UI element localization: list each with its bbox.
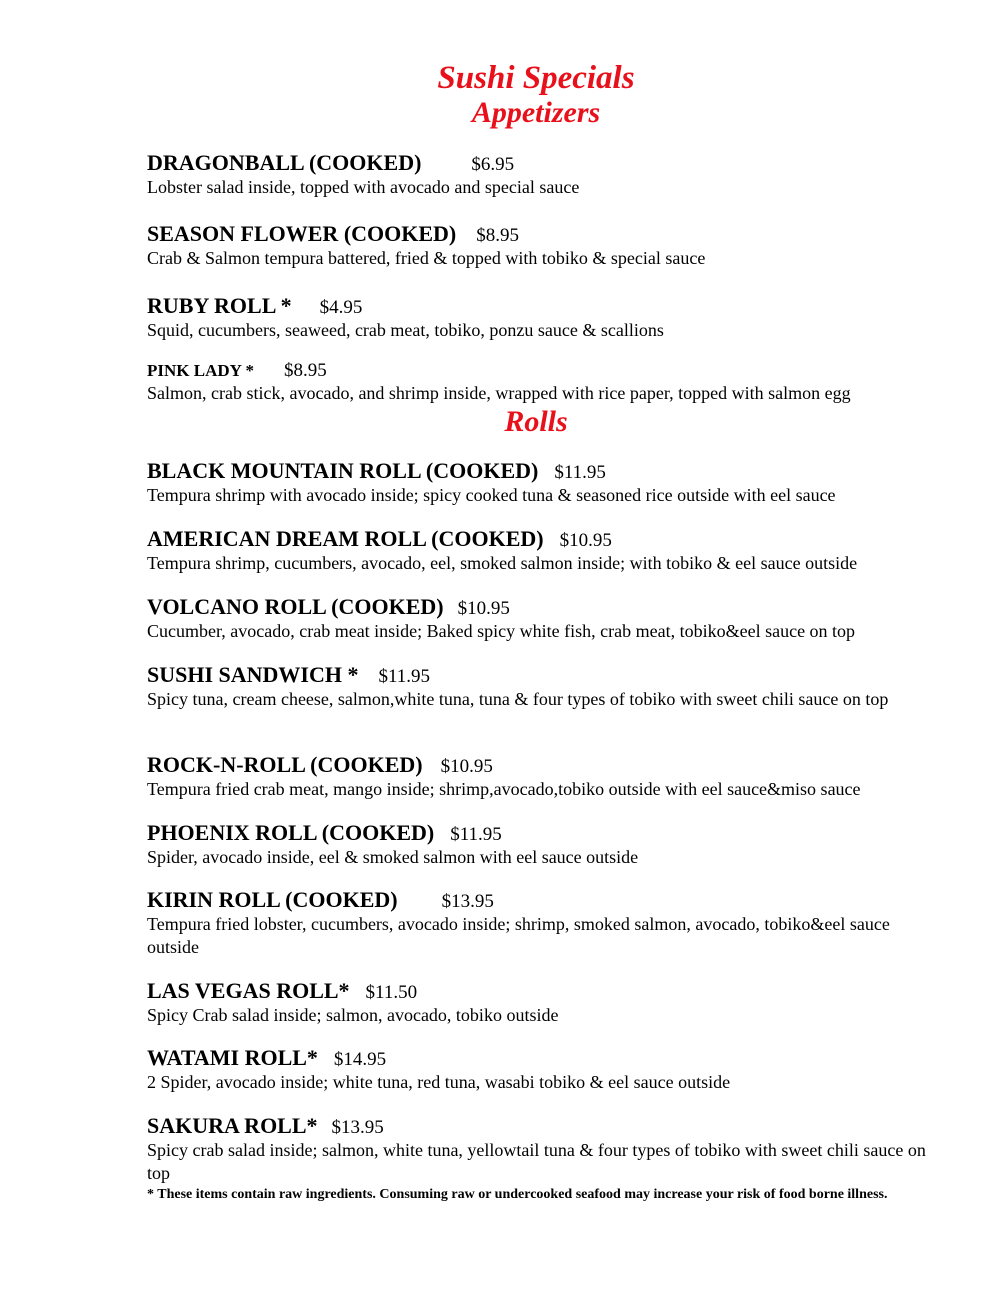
item-description: Crab & Salmon tempura battered, fried & topped with tobiko & special sauce (147, 248, 706, 268)
raw-food-disclaimer: * These items contain raw ingredients. Consuming raw or undercooked seafood may increase your risk of food borne illness. (147, 1187, 888, 1202)
item-description: Salmon, crab stick, avocado, and shrimp inside, wrapped with rice paper, topped with salmon egg (147, 383, 851, 403)
item-price: $11.95 (554, 462, 606, 483)
menu-item (147, 980, 937, 1027)
item-name: PINK LADY * (147, 361, 255, 380)
menu-item (147, 528, 937, 575)
item-price: $11.95 (450, 824, 502, 845)
menu-item (147, 361, 937, 405)
menu-item (147, 664, 937, 711)
item-description: Squid, cucumbers, seaweed, crab meat, tobiko, ponzu sauce & scallions (147, 320, 664, 340)
item-description: Tempura fried crab meat, mango inside; shrimp,avocado,tobiko outside with eel sauce&miso sauce (147, 779, 861, 799)
item-description: 2 Spider, avocado inside; white tuna, red tuna, wasabi tobiko & eel sauce outside (147, 1072, 731, 1092)
item-description: Tempura fried lobster, cucumbers, avocado inside; shrimp, smoked salmon, avocado, tobiko&eel sauce outside (147, 914, 890, 957)
item-price: $13.95 (441, 891, 494, 912)
item-price: $11.50 (365, 982, 418, 1003)
item-price: $13.95 (331, 1117, 384, 1138)
menu-item (147, 460, 937, 507)
item-name: ROCK-N-ROLL (COOKED) (147, 752, 423, 777)
item-price: $10.95 (559, 530, 612, 551)
appetizers-heading: Appetizers (471, 96, 601, 129)
item-name: DRAGONBALL (COOKED) (147, 150, 422, 175)
item-price: $8.95 (284, 360, 327, 381)
menu-item (147, 822, 937, 869)
item-name: WATAMI ROLL* (147, 1045, 318, 1070)
item-name: RUBY ROLL * (147, 293, 292, 318)
menu-item (147, 596, 937, 643)
item-price: $11.95 (378, 666, 431, 687)
item-name: SAKURA ROLL* (147, 1113, 318, 1138)
item-name: VOLCANO ROLL (COOKED) (147, 594, 444, 619)
item-description: Spicy crab salad inside; salmon, white tuna, yellowtail tuna & four types of tobiko with sweet chili sauce on top (147, 1140, 926, 1183)
item-description: Lobster salad inside, topped with avocado and special sauce (147, 177, 580, 197)
item-price: $10.95 (440, 756, 493, 777)
item-price: $4.95 (319, 297, 363, 318)
page-title (147, 62, 925, 95)
item-price: $6.95 (471, 154, 515, 175)
item-price: $8.95 (476, 225, 520, 246)
menu-item (147, 295, 937, 342)
rolls-heading: Rolls (504, 405, 568, 438)
item-name: AMERICAN DREAM ROLL (COOKED) (147, 526, 544, 551)
menu-item (147, 1047, 937, 1094)
menu-item (147, 889, 937, 959)
item-name: PHOENIX ROLL (COOKED) (147, 820, 435, 845)
menu-item (147, 152, 937, 199)
item-price: $10.95 (457, 598, 510, 619)
item-price: $14.95 (333, 1049, 387, 1070)
item-name: SUSHI SANDWICH * (147, 662, 359, 687)
menu-item (147, 223, 937, 270)
item-name: LAS VEGAS ROLL* (147, 978, 350, 1003)
item-name: SEASON FLOWER (COOKED) (147, 221, 457, 246)
item-name: BLACK MOUNTAIN ROLL (COOKED) (147, 458, 539, 483)
item-description: Tempura shrimp with avocado inside; spicy cooked tuna & seasoned rice outside with eel sauce (147, 485, 836, 505)
item-description: Spicy Crab salad inside; salmon, avocado, tobiko outside (147, 1005, 559, 1025)
menu-item (147, 754, 937, 801)
item-description: Tempura shrimp, cucumbers, avocado, eel, smoked salmon inside; with tobiko & eel sauce outside (147, 553, 858, 573)
item-description: Spicy tuna, cream cheese, salmon,white tuna, tuna & four types of tobiko with sweet chili sauce on top (147, 689, 889, 709)
title-text: Sushi Specials (437, 60, 635, 96)
menu-item (147, 1115, 937, 1185)
item-description: Cucumber, avocado, crab meat inside; Baked spicy white fish, crab meat, tobiko&eel sauce on top (147, 621, 856, 641)
item-name: KIRIN ROLL (COOKED) (147, 887, 398, 912)
item-description: Spider, avocado inside, eel & smoked salmon with eel sauce outside (147, 847, 639, 867)
